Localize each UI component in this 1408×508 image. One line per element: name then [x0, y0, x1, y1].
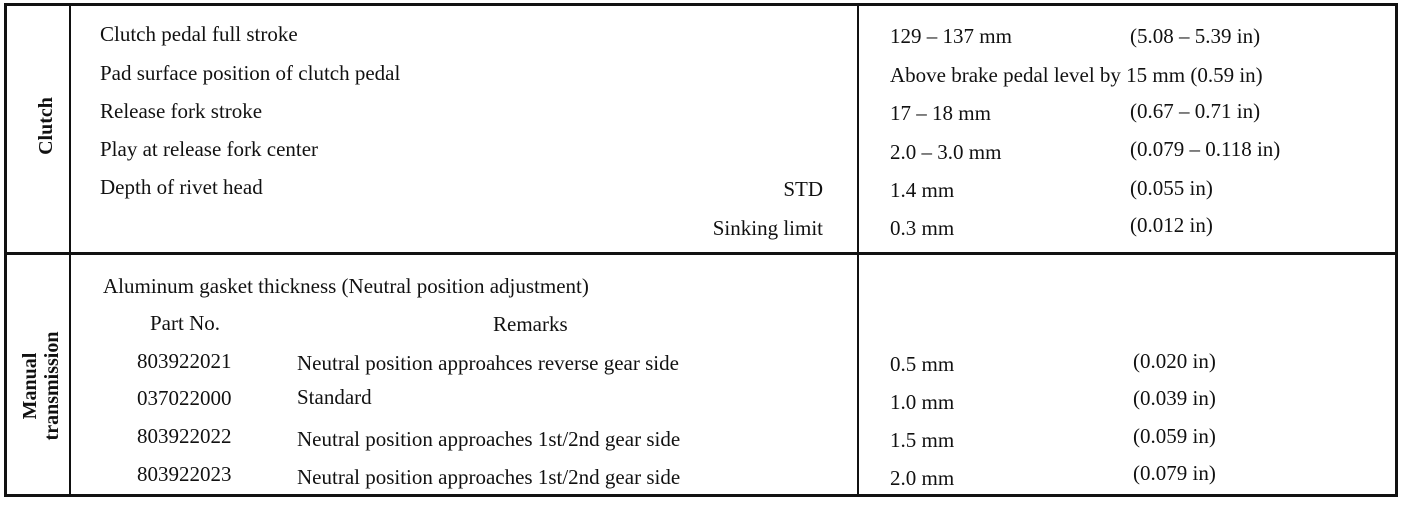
part-remarks: Standard — [297, 385, 372, 409]
part-number: 803922023 — [137, 462, 232, 486]
column-header-part-no: Part No. — [150, 311, 220, 335]
transmission-section-label — [19, 316, 63, 456]
clutch-imperial: (5.08 – 5.39 in) — [1130, 24, 1261, 48]
clutch-metric: Above brake pedal level by 15 mm (0.59 in) — [890, 63, 1263, 87]
part-remarks: Neutral position approahces reverse gear side — [297, 351, 679, 375]
column-header-remarks: Remarks — [493, 312, 568, 336]
part-remarks: Neutral position approaches 1st/2nd gear side — [297, 465, 681, 489]
clutch-metric: 0.3 mm — [890, 216, 955, 240]
clutch-metric: 129 – 137 mm — [890, 24, 1012, 48]
part-number: 803922022 — [137, 424, 232, 448]
clutch-section-label: Clutch — [35, 97, 57, 155]
clutch-metric: 17 – 18 mm — [890, 101, 991, 125]
clutch-subitem: Sinking limit — [712, 216, 823, 240]
part-metric: 1.5 mm — [890, 428, 955, 452]
clutch-metric: 1.4 mm — [890, 178, 955, 202]
clutch-item: Depth of rivet head — [100, 175, 263, 199]
section-divider — [4, 252, 1398, 255]
value-column-divider — [857, 3, 859, 497]
transmission-section-label-line1: Manual — [19, 352, 41, 420]
part-remarks: Neutral position approaches 1st/2nd gear side — [297, 427, 681, 451]
clutch-subitem: STD — [783, 177, 823, 201]
clutch-item: Clutch pedal full stroke — [100, 22, 298, 46]
transmission-section-label-line2: transmission — [41, 331, 63, 441]
clutch-imperial: (0.67 – 0.71 in) — [1130, 99, 1261, 123]
clutch-item: Pad surface position of clutch pedal — [100, 61, 401, 85]
part-imperial: (0.039 in) — [1133, 386, 1216, 410]
part-number: 037022000 — [137, 386, 232, 410]
section-label-divider — [69, 3, 71, 497]
clutch-imperial: (0.012 in) — [1130, 213, 1213, 237]
clutch-item: Play at release fork center — [100, 137, 319, 161]
clutch-item: Release fork stroke — [100, 99, 263, 123]
part-metric: 0.5 mm — [890, 352, 955, 376]
part-number: 803922021 — [137, 349, 232, 373]
part-imperial: (0.079 in) — [1133, 461, 1216, 485]
part-metric: 2.0 mm — [890, 466, 955, 490]
part-imperial: (0.059 in) — [1133, 424, 1216, 448]
part-metric: 1.0 mm — [890, 390, 955, 414]
transmission-heading: Aluminum gasket thickness (Neutral position adjustment) — [103, 274, 589, 298]
part-imperial: (0.020 in) — [1133, 349, 1216, 373]
clutch-imperial: (0.055 in) — [1130, 176, 1213, 200]
clutch-imperial: (0.079 – 0.118 in) — [1130, 137, 1281, 161]
clutch-metric: 2.0 – 3.0 mm — [890, 140, 1002, 164]
